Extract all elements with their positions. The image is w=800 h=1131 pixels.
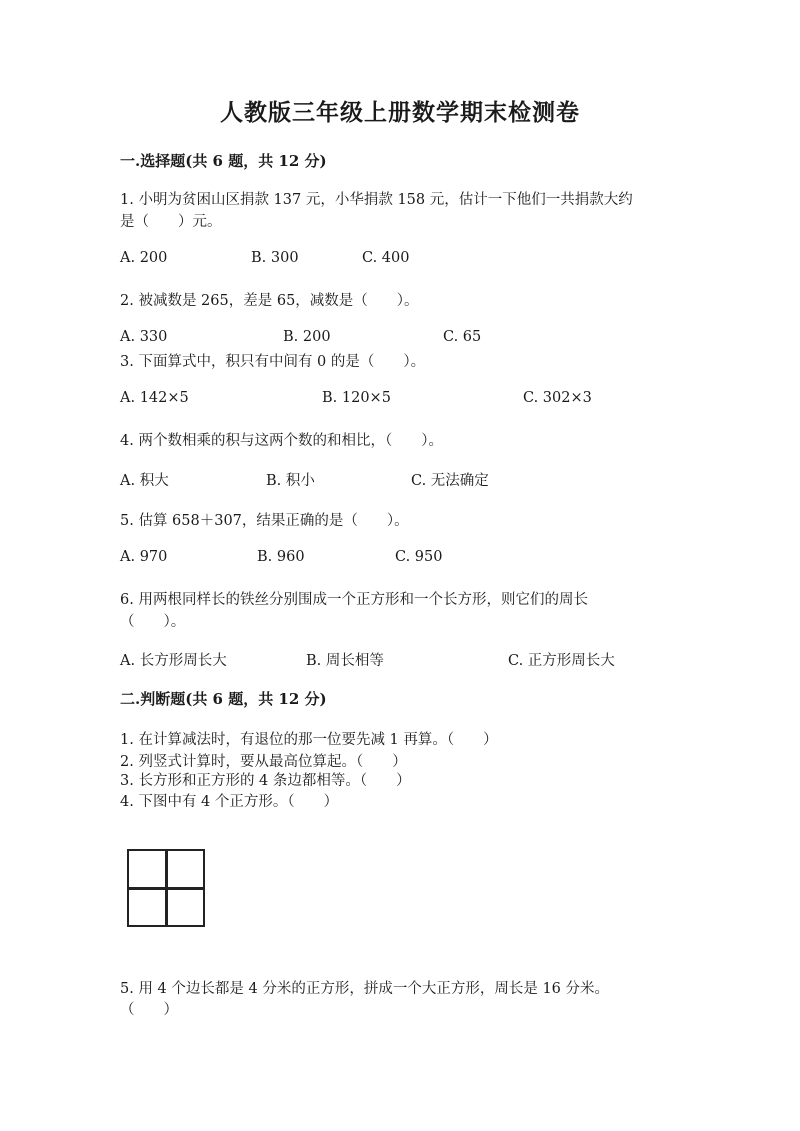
grid-horizontal-divider (129, 887, 203, 890)
judgement-2: 2. 列竖式计算时，要从最高位算起。（ ） (120, 754, 407, 770)
question-3-option-b: B. 120×5 (322, 390, 391, 406)
judgement-1: 1. 在计算减法时，有退位的那一位要先减 1 再算。（ ） (120, 732, 498, 748)
question-6-option-a: A. 长方形周长大 (120, 653, 227, 669)
judgement-5-line-1: 5. 用 4 个边长都是 4 分米的正方形，拼成一个大正方形，周长是 16 分米。 (120, 981, 609, 997)
question-6-option-b: B. 周长相等 (306, 653, 384, 669)
section-heading-choice: 一.选择题(共 6 题，共 12 分) (120, 152, 327, 170)
section-heading-judgement: 二.判断题(共 6 题，共 12 分) (120, 690, 327, 708)
question-4-option-c: C. 无法确定 (411, 473, 489, 489)
square-grid-figure (127, 849, 205, 927)
question-4-option-b: B. 积小 (266, 473, 315, 489)
question-1-line-1: 1. 小明为贫困山区捐款 137 元，小华捐款 158 元，估计一下他们一共捐款大约 (120, 192, 633, 208)
question-4-option-a: A. 积大 (120, 473, 169, 489)
question-1-line-2: 是（ ）元。 (120, 214, 222, 230)
question-2-line-1: 2. 被减数是 265，差是 65，减数是（ ）。 (120, 293, 419, 309)
question-3-line-1: 3. 下面算式中，积只有中间有 0 的是（ ）。 (120, 354, 426, 370)
question-4-line-1: 4. 两个数相乘的积与这两个数的和相比，（ ）。 (120, 433, 443, 449)
question-2-option-a: A. 330 (120, 329, 168, 345)
question-2-option-b: B. 200 (283, 329, 331, 345)
question-5-option-c: C. 950 (395, 549, 443, 565)
question-5-line-1: 5. 估算 658＋307，结果正确的是（ ）。 (120, 513, 409, 529)
question-1-option-a: A. 200 (120, 250, 168, 266)
page-title: 人教版三年级上册数学期末检测卷 (220, 99, 580, 126)
judgement-3: 3. 长方形和正方形的 4 条边都相等。（ ） (120, 773, 411, 789)
judgement-5-line-2: （ ） (120, 1002, 178, 1018)
question-3-option-c: C. 302×3 (523, 390, 592, 406)
question-5-option-a: A. 970 (120, 549, 168, 565)
judgement-4: 4. 下图中有 4 个正方形。（ ） (120, 794, 339, 810)
question-1-option-b: B. 300 (251, 250, 299, 266)
question-5-option-b: B. 960 (257, 549, 305, 565)
question-6-line-2: （ ）。 (120, 614, 186, 630)
question-6-option-c: C. 正方形周长大 (508, 653, 615, 669)
question-3-option-a: A. 142×5 (120, 390, 189, 406)
question-2-option-c: C. 65 (443, 329, 482, 345)
question-1-option-c: C. 400 (362, 250, 410, 266)
question-6-line-1: 6. 用两根同样长的铁丝分别围成一个正方形和一个长方形，则它们的周长 (120, 592, 588, 608)
